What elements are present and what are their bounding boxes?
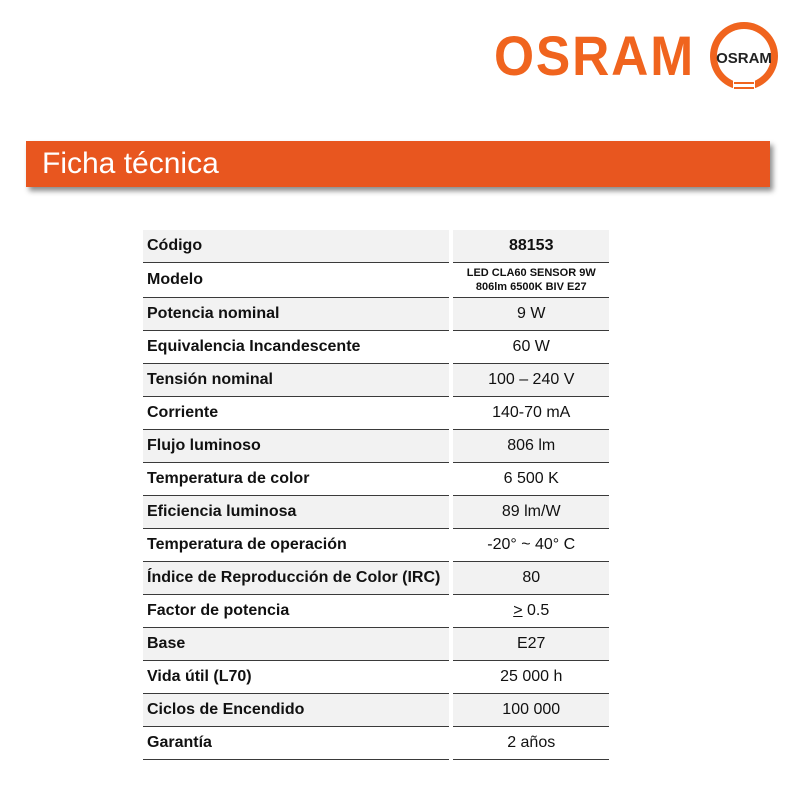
section-banner xyxy=(26,141,770,187)
spec-value: 806 lm xyxy=(451,430,609,463)
model-line-1: LED CLA60 SENSOR 9W xyxy=(466,267,596,279)
spec-label: Ciclos de Encendido xyxy=(143,694,451,727)
pf-value: 0.5 xyxy=(522,602,550,619)
spec-value: 100 – 240 V xyxy=(451,364,609,397)
spec-value: 140-70 mA xyxy=(451,397,609,430)
page-title: Ficha técnica xyxy=(42,147,219,180)
spec-label: Equivalencia Incandescente xyxy=(143,331,451,364)
spec-label: Potencia nominal xyxy=(143,298,451,331)
table-row xyxy=(143,230,609,263)
spec-value: 6 500 K xyxy=(451,463,609,496)
spec-label: Índice de Reproducción de Color (IRC) xyxy=(143,562,451,595)
table-row xyxy=(143,397,609,430)
spec-value: 9 W xyxy=(451,298,609,331)
spec-label: Código xyxy=(143,230,451,263)
table-row xyxy=(143,331,609,364)
spec-label: Flujo luminoso xyxy=(143,430,451,463)
spec-value: 88153 xyxy=(451,230,609,263)
model-line-2: 806lm 6500K BIV E27 xyxy=(475,281,587,293)
table-row xyxy=(143,463,609,496)
spec-label: Corriente xyxy=(143,397,451,430)
table-row xyxy=(143,298,609,331)
spec-label: Vida útil (L70) xyxy=(143,661,451,694)
osram-bulb-logo-icon xyxy=(706,18,782,100)
spec-value: 89 lm/W xyxy=(451,496,609,529)
osram-wordmark: OSRAM xyxy=(494,24,695,87)
table-row xyxy=(143,661,609,694)
spec-label: Garantía xyxy=(143,727,451,760)
table-row xyxy=(143,430,609,463)
table-row xyxy=(143,529,609,562)
table-row xyxy=(143,496,609,529)
table-row xyxy=(143,694,609,727)
table-row xyxy=(143,595,609,628)
bulb-logo-text: OSRAM xyxy=(716,50,772,67)
table-row xyxy=(143,727,609,760)
spec-value xyxy=(451,595,609,628)
spec-label: Temperatura de color xyxy=(143,463,451,496)
table-row xyxy=(143,562,609,595)
spec-label: Temperatura de operación xyxy=(143,529,451,562)
spec-label: Modelo xyxy=(143,263,451,298)
spec-value: 25 000 h xyxy=(451,661,609,694)
spec-value: 80 xyxy=(451,562,609,595)
spec-value: -20° ~ 40° C xyxy=(451,529,609,562)
spec-value xyxy=(451,263,609,298)
spec-value: E27 xyxy=(451,628,609,661)
spec-value: 100 000 xyxy=(451,694,609,727)
spec-label: Eficiencia luminosa xyxy=(143,496,451,529)
pf-symbol: > xyxy=(513,602,523,619)
spec-value: 2 años xyxy=(451,727,609,760)
spec-value: 60 W xyxy=(451,331,609,364)
table-row xyxy=(143,628,609,661)
table-row xyxy=(143,364,609,397)
spec-label: Factor de potencia xyxy=(143,595,451,628)
spec-table xyxy=(143,230,609,760)
table-row xyxy=(143,263,609,298)
spec-label: Tensión nominal xyxy=(143,364,451,397)
spec-label: Base xyxy=(143,628,451,661)
